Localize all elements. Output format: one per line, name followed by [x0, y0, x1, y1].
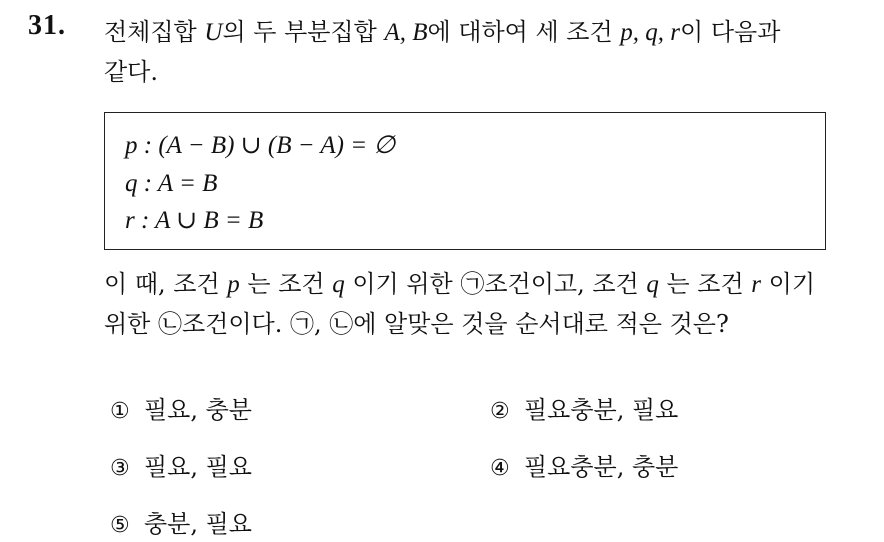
choice-2[interactable]: [490, 394, 678, 428]
choice-number: ③: [110, 456, 130, 481]
choice-text: 필요, 충분: [144, 396, 252, 424]
stem-text: 의 두 부분집합: [222, 18, 385, 46]
choice-1[interactable]: [110, 394, 252, 428]
conditions-box: [104, 112, 826, 250]
prompt-text: 는 조건: [658, 270, 752, 298]
condition-symbols: p, q, r: [620, 19, 681, 46]
condition-symbol: r: [751, 271, 762, 298]
stem-line-2: 같다.: [104, 58, 158, 86]
condition-r: r : A ∪ B = B: [125, 207, 264, 234]
prompt-line-1: [104, 264, 874, 304]
prompt-text: 이기: [761, 270, 816, 298]
choice-4[interactable]: [490, 451, 678, 485]
prompt-text: 이기 위한 ㉠조건이고, 조건: [344, 270, 647, 298]
choice-text: 충분, 필요: [144, 510, 252, 538]
prompt-text: 는 조건: [239, 270, 333, 298]
choice-number: ⑤: [110, 513, 130, 538]
prompt-line-2: 위한 ㉡조건이다. ㉠, ㉡에 알맞은 것을 순서대로 적은 것은?: [104, 310, 729, 338]
question-prompt: [104, 264, 874, 344]
choice-3[interactable]: [110, 451, 252, 485]
subset-symbols: A, B: [384, 19, 428, 46]
stem-text: 에 대하여 세 조건: [427, 18, 621, 46]
question-stem: [104, 12, 874, 92]
condition-symbol: p: [227, 271, 240, 298]
choice-text: 필요, 필요: [144, 453, 252, 481]
condition-symbol: q: [646, 271, 659, 298]
choice-text: 필요충분, 필요: [524, 396, 679, 424]
choice-number: ④: [490, 456, 510, 481]
stem-line-1: [104, 12, 874, 52]
condition-symbol: q: [332, 271, 345, 298]
choice-5[interactable]: [110, 508, 252, 542]
stem-text: 전체집합: [104, 18, 205, 46]
condition-p: p : (A − B) ∪ (B − A) = ∅: [125, 132, 396, 159]
choice-number: ②: [490, 399, 510, 424]
universal-set-symbol: U: [204, 19, 223, 46]
condition-q: q : A = B: [125, 170, 218, 197]
choice-text: 필요충분, 충분: [524, 453, 679, 481]
prompt-text: 이 때, 조건: [104, 270, 228, 298]
question-number: 31.: [28, 10, 66, 41]
stem-text: 이 다음과: [680, 18, 781, 46]
choice-number: ①: [110, 399, 130, 424]
